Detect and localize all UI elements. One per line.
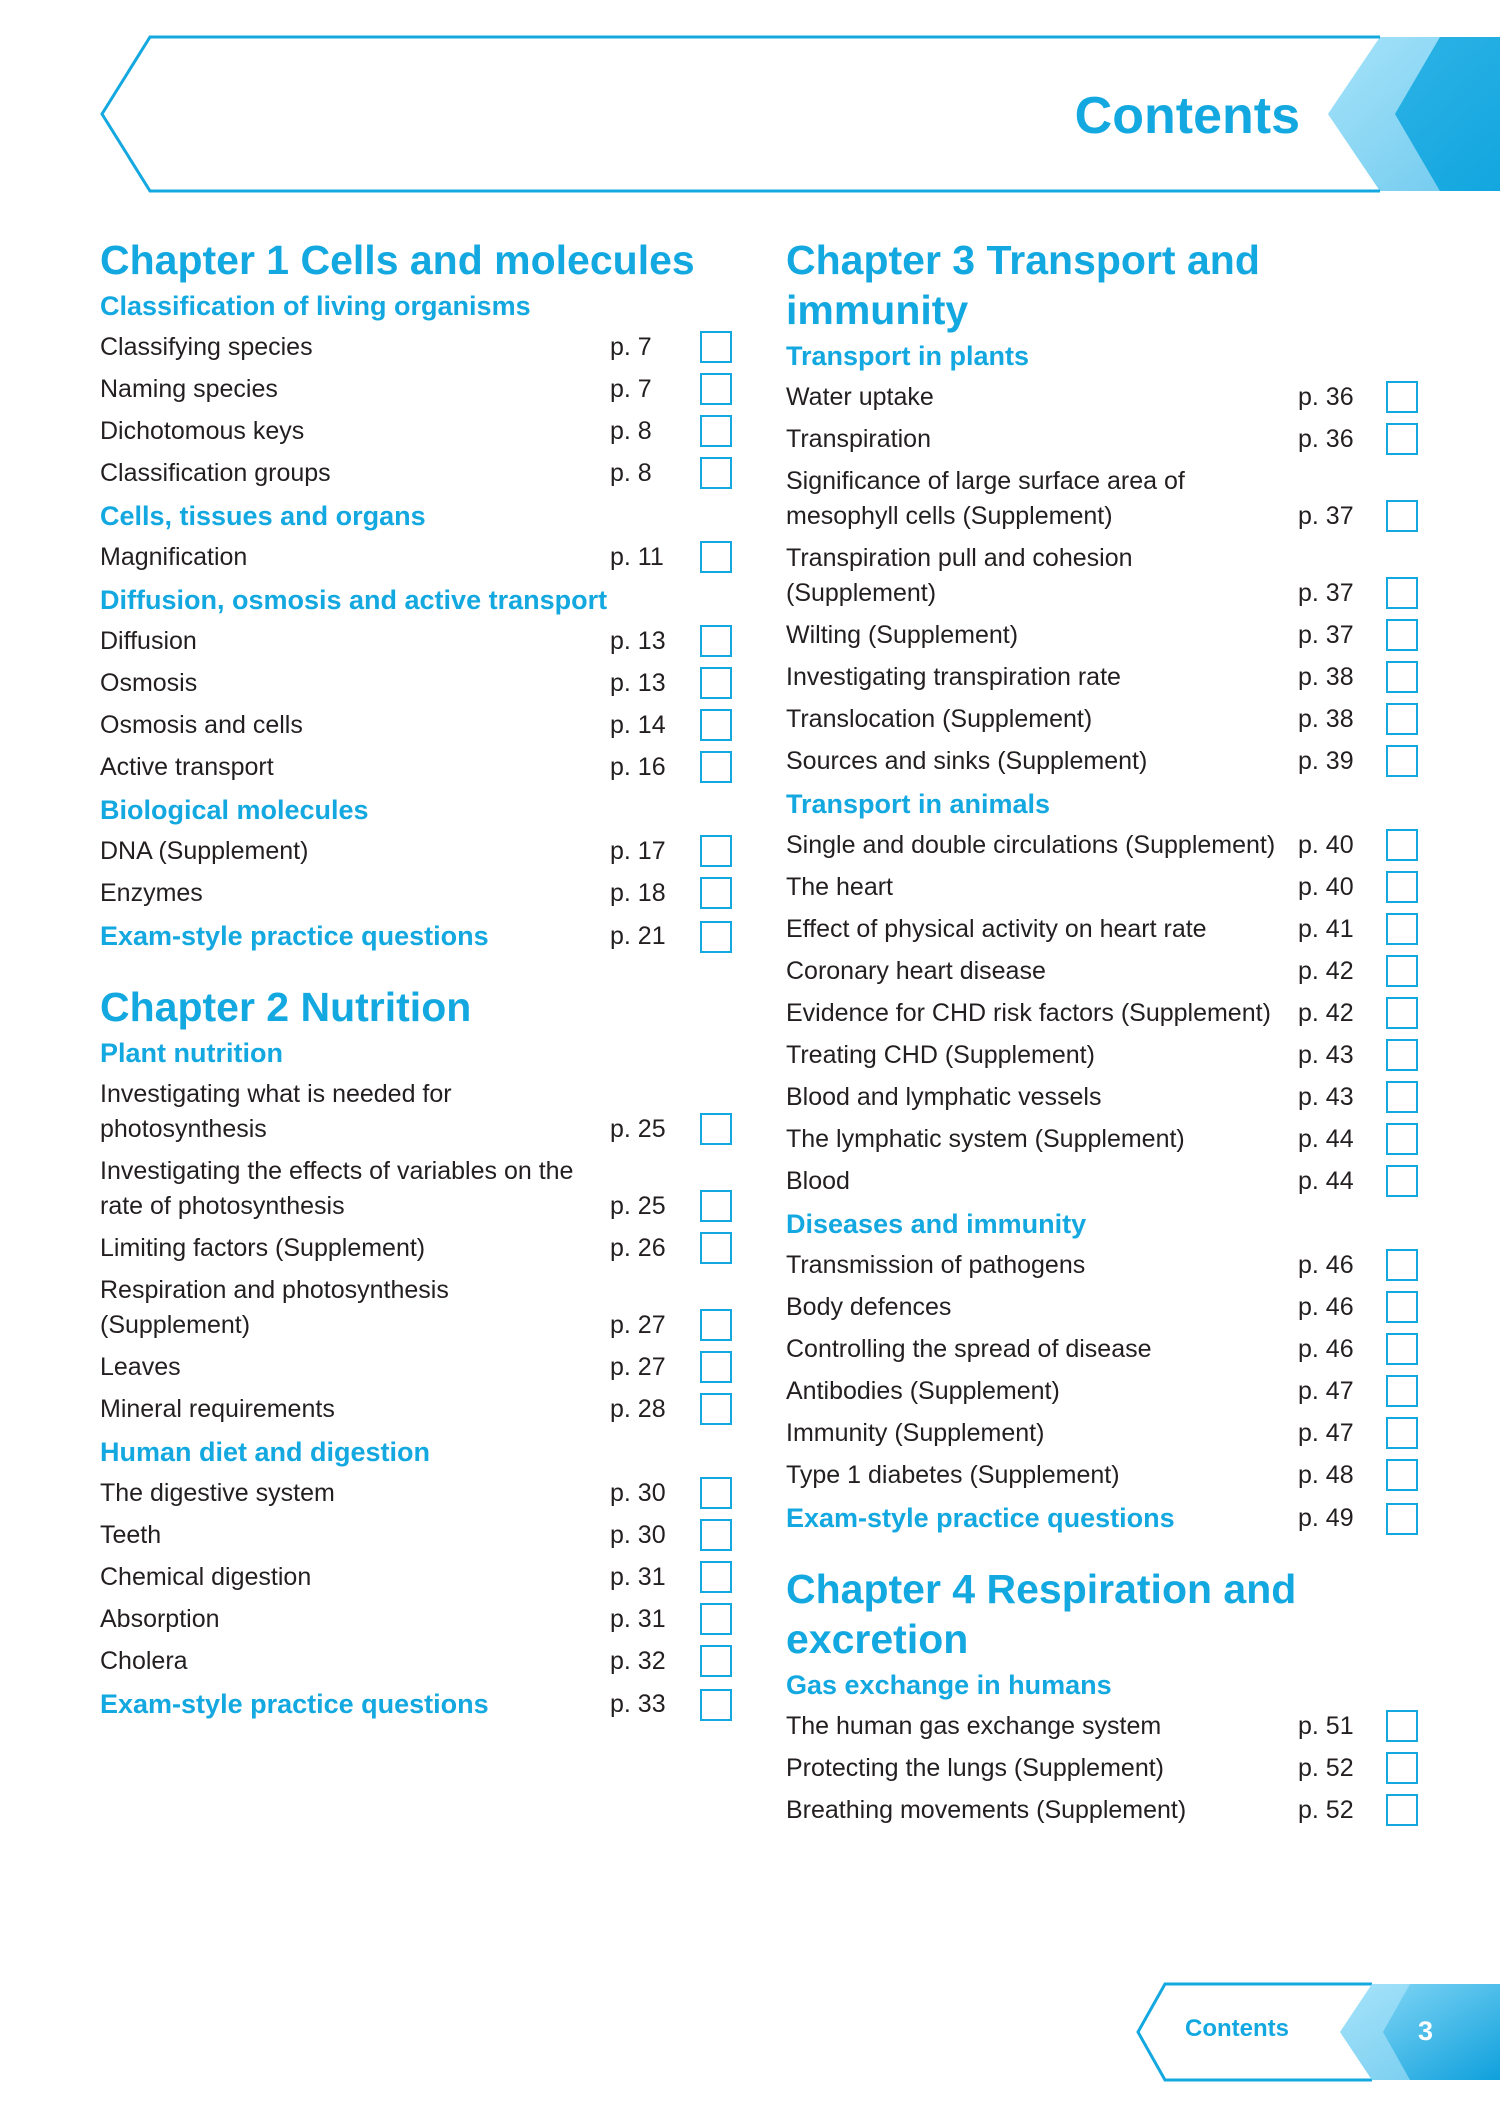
checkbox[interactable]	[1386, 871, 1418, 903]
exam-practice-row	[100, 1683, 740, 1725]
footer-tab	[0, 1970, 1500, 2121]
checkbox[interactable]	[1386, 1333, 1418, 1365]
contents-item	[100, 663, 740, 705]
page-number-ref: p. 18	[610, 879, 666, 907]
contents-item	[100, 453, 740, 495]
contents-item	[786, 1035, 1426, 1077]
contents-item	[786, 1161, 1426, 1203]
item-label: The heart	[786, 873, 894, 901]
page-header	[0, 0, 1500, 200]
page-number-ref: p. 13	[610, 669, 666, 697]
item-label: Blood and lymphatic vessels	[786, 1083, 1102, 1111]
item-label: Chemical digestion	[100, 1563, 312, 1591]
checkbox[interactable]	[1386, 829, 1418, 861]
section-title-label: Transport in animals	[786, 789, 1051, 819]
item-label: Effect of physical activity on heart rate	[786, 915, 1207, 943]
section-title-label: Transport in plants	[786, 341, 1030, 371]
section-heading	[100, 285, 740, 327]
page-number-ref: p. 43	[1298, 1083, 1354, 1111]
contents-column-left	[100, 235, 740, 1725]
item-label: Investigating what is needed for photosynthesis	[100, 1080, 452, 1143]
item-label: Wilting (Supplement)	[786, 621, 1019, 649]
item-label: Osmosis and cells	[100, 711, 303, 739]
page-number: 3	[1418, 2016, 1434, 2046]
section-heading	[100, 495, 740, 537]
item-label: Evidence for CHD risk factors (Supplement)	[786, 999, 1271, 1027]
item-label: Active transport	[100, 753, 274, 781]
checkbox[interactable]	[1386, 703, 1418, 735]
page-number-ref: p. 49	[1298, 1504, 1354, 1532]
checkbox[interactable]	[700, 625, 732, 657]
checkbox[interactable]	[1386, 500, 1418, 532]
page-number-ref: p. 38	[1298, 663, 1354, 691]
item-label: Treating CHD (Supplement)	[786, 1041, 1095, 1069]
contents-item	[786, 461, 1426, 538]
contents-item	[100, 1515, 740, 1557]
checkbox[interactable]	[1386, 1249, 1418, 1281]
chapter-title: Chapter 2 Nutrition	[100, 984, 472, 1030]
footer-label: Contents	[1185, 2015, 1289, 2042]
checkbox[interactable]	[1386, 619, 1418, 651]
item-label: DNA (Supplement)	[100, 837, 309, 865]
section-title-label: Exam-style practice questions	[100, 1689, 489, 1719]
item-label: Dichotomous keys	[100, 417, 305, 445]
checkbox[interactable]	[700, 1232, 732, 1264]
checkbox[interactable]	[700, 1519, 732, 1551]
section-heading	[786, 335, 1426, 377]
page-number-ref: p. 41	[1298, 915, 1354, 943]
page-number-ref: p. 36	[1298, 383, 1354, 411]
contents-item	[786, 1287, 1426, 1329]
contents-item	[786, 741, 1426, 783]
contents-item	[786, 657, 1426, 699]
section-title-label: Exam-style practice questions	[100, 921, 489, 951]
page-title: Contents	[1074, 87, 1300, 145]
contents-item	[786, 419, 1426, 461]
item-label: Classification groups	[100, 459, 331, 487]
page-number-ref: p. 43	[1298, 1041, 1354, 1069]
item-label: Sources and sinks (Supplement)	[786, 747, 1148, 775]
page-number-ref: p. 42	[1298, 999, 1354, 1027]
page-number-ref: p. 52	[1298, 1754, 1354, 1782]
section-heading	[100, 1032, 740, 1074]
checkbox[interactable]	[1386, 1752, 1418, 1784]
checkbox[interactable]	[1386, 1081, 1418, 1113]
checkbox[interactable]	[700, 1477, 732, 1509]
page-number-ref: p. 11	[610, 543, 664, 571]
contents-item	[100, 369, 740, 411]
contents-item	[100, 705, 740, 747]
page-number-ref: p. 39	[1298, 747, 1354, 775]
page-number-ref: p. 40	[1298, 873, 1354, 901]
checkbox[interactable]	[1386, 1417, 1418, 1449]
contents-item	[100, 411, 740, 453]
chapter-title: Chapter 1 Cells and molecules	[100, 237, 695, 283]
page-number-ref: p. 8	[610, 459, 652, 487]
item-label: Breathing movements (Supplement)	[786, 1796, 1187, 1824]
page-number-ref: p. 7	[610, 333, 652, 361]
page-number-ref: p. 27	[610, 1311, 666, 1339]
checkbox[interactable]	[1386, 913, 1418, 945]
page-number-ref: p. 13	[610, 627, 666, 655]
checkbox[interactable]	[700, 709, 732, 741]
contents-item	[786, 951, 1426, 993]
contents-item	[786, 699, 1426, 741]
section-title-label: Human diet and digestion	[100, 1437, 431, 1467]
contents-item	[100, 537, 740, 579]
page-number-ref: p. 37	[1298, 579, 1354, 607]
checkbox[interactable]	[1386, 1165, 1418, 1197]
contents-item	[100, 1599, 740, 1641]
item-label: Leaves	[100, 1353, 181, 1381]
item-label: Classifying species	[100, 333, 313, 361]
section-title-label: Classification of living organisms	[100, 291, 531, 321]
item-label: The lymphatic system (Supplement)	[786, 1125, 1185, 1153]
contents-item	[100, 1074, 740, 1151]
section-heading	[786, 1203, 1426, 1245]
page-number-ref: p. 31	[610, 1605, 666, 1633]
item-label: Magnification	[100, 543, 248, 571]
checkbox[interactable]	[1386, 1794, 1418, 1826]
section-heading	[786, 783, 1426, 825]
item-label: Respiration and photosynthesis (Supplement)	[100, 1276, 449, 1339]
item-label: Enzymes	[100, 879, 203, 907]
item-label: Investigating the effects of variables on the rate of photosynthesis	[100, 1157, 574, 1220]
checkbox[interactable]	[1386, 1503, 1418, 1535]
contents-item	[786, 1748, 1426, 1790]
checkbox[interactable]	[1386, 955, 1418, 987]
item-label: Transpiration pull and cohesion (Supplement)	[786, 544, 1133, 607]
checkbox[interactable]	[1386, 661, 1418, 693]
contents-item	[100, 831, 740, 873]
item-label: Mineral requirements	[100, 1395, 335, 1423]
page-number-ref: p. 14	[610, 711, 666, 739]
page-number-ref: p. 42	[1298, 957, 1354, 985]
checkbox[interactable]	[700, 877, 732, 909]
page-footer	[0, 1970, 1500, 2121]
item-label: Absorption	[100, 1605, 220, 1633]
section-heading	[100, 789, 740, 831]
item-label: Type 1 diabetes (Supplement)	[786, 1461, 1120, 1489]
contents-item	[100, 1557, 740, 1599]
page-number-ref: p. 52	[1298, 1796, 1354, 1824]
page-number-ref: p. 26	[610, 1234, 666, 1262]
contents-item	[100, 747, 740, 789]
page-number-ref: p. 30	[610, 1479, 666, 1507]
item-label: Coronary heart disease	[786, 957, 1046, 985]
page-number-ref: p. 37	[1298, 502, 1354, 530]
page-number-ref: p. 47	[1298, 1419, 1354, 1447]
spacer	[100, 957, 740, 982]
section-heading	[100, 1431, 740, 1473]
checkbox[interactable]	[1386, 1291, 1418, 1323]
checkbox[interactable]	[1386, 1123, 1418, 1155]
section-title-label: Exam-style practice questions	[786, 1503, 1175, 1533]
spacer	[786, 1539, 1426, 1564]
contents-item	[100, 1347, 740, 1389]
checkbox[interactable]	[1386, 1710, 1418, 1742]
exam-practice-row	[100, 915, 740, 957]
chapter-title: Chapter 3 Transport and immunity	[786, 237, 1260, 333]
checkbox[interactable]	[700, 751, 732, 783]
section-heading	[100, 579, 740, 621]
checkbox[interactable]	[700, 1603, 732, 1635]
item-label: Cholera	[100, 1647, 188, 1675]
section-title-label: Diseases and immunity	[786, 1209, 1087, 1239]
checkbox[interactable]	[700, 921, 732, 953]
contents-item	[786, 1790, 1426, 1832]
item-label: Osmosis	[100, 669, 198, 697]
checkbox[interactable]	[700, 373, 732, 405]
contents-item	[100, 1473, 740, 1515]
item-label: Protecting the lungs (Supplement)	[786, 1754, 1164, 1782]
page-number-ref: p. 46	[1298, 1251, 1354, 1279]
item-label: Translocation (Supplement)	[786, 705, 1093, 733]
item-label: Immunity (Supplement)	[786, 1419, 1045, 1447]
checkbox[interactable]	[700, 1393, 732, 1425]
checkbox[interactable]	[700, 1309, 732, 1341]
checkbox[interactable]	[700, 541, 732, 573]
page-number-ref: p. 31	[610, 1563, 666, 1591]
contents-item	[100, 873, 740, 915]
checkbox[interactable]	[700, 1689, 732, 1721]
item-label: Limiting factors (Supplement)	[100, 1234, 426, 1262]
item-label: Diffusion	[100, 627, 197, 655]
item-label: Blood	[786, 1167, 850, 1195]
contents-item	[786, 1706, 1426, 1748]
item-label: Antibodies (Supplement)	[786, 1377, 1060, 1405]
checkbox[interactable]	[1386, 1375, 1418, 1407]
contents-item	[100, 621, 740, 663]
page-number-ref: p. 48	[1298, 1461, 1354, 1489]
contents-item	[100, 1641, 740, 1683]
page-number-ref: p. 37	[1298, 621, 1354, 649]
section-title-label: Plant nutrition	[100, 1038, 283, 1068]
checkbox[interactable]	[700, 415, 732, 447]
checkbox[interactable]	[700, 1351, 732, 1383]
page-number-ref: p. 44	[1298, 1125, 1354, 1153]
contents-item	[786, 1455, 1426, 1497]
item-label: Naming species	[100, 375, 278, 403]
page-number-ref: p. 40	[1298, 831, 1354, 859]
checkbox[interactable]	[1386, 1039, 1418, 1071]
page-number-ref: p. 7	[610, 375, 652, 403]
page-number-ref: p. 8	[610, 417, 652, 445]
item-label: Investigating transpiration rate	[786, 663, 1121, 691]
page-number-ref: p. 51	[1298, 1712, 1354, 1740]
contents-item	[786, 538, 1426, 615]
item-label: Teeth	[100, 1521, 162, 1549]
contents-item	[100, 1228, 740, 1270]
checkbox[interactable]	[1386, 997, 1418, 1029]
page-number-ref: p. 46	[1298, 1293, 1354, 1321]
contents-item	[100, 1389, 740, 1431]
page-number-ref: p. 32	[610, 1647, 666, 1675]
section-title-label: Diffusion, osmosis and active transport	[100, 585, 608, 615]
checkbox[interactable]	[700, 457, 732, 489]
item-label: Body defences	[786, 1293, 952, 1321]
checkbox[interactable]	[700, 667, 732, 699]
page-number-ref: p. 36	[1298, 425, 1354, 453]
item-label: The human gas exchange system	[786, 1712, 1162, 1740]
item-label: Water uptake	[786, 383, 934, 411]
page-number-ref: p. 25	[610, 1115, 666, 1143]
item-label: Transpiration	[786, 425, 931, 453]
page-number-ref: p. 17	[610, 837, 666, 865]
contents-item	[786, 867, 1426, 909]
page-number-ref: p. 38	[1298, 705, 1354, 733]
contents-item	[786, 993, 1426, 1035]
section-title-label: Gas exchange in humans	[786, 1670, 1112, 1700]
contents-column-right	[786, 235, 1426, 1832]
checkbox[interactable]	[700, 1190, 732, 1222]
contents-item	[786, 1077, 1426, 1119]
contents-item	[786, 1371, 1426, 1413]
checkbox[interactable]	[1386, 381, 1418, 413]
item-label: Single and double circulations (Supplement)	[786, 831, 1276, 859]
contents-item	[100, 1151, 740, 1228]
page-number-ref: p. 25	[610, 1192, 666, 1220]
contents-item	[786, 1245, 1426, 1287]
page-number-ref: p. 33	[610, 1690, 666, 1718]
chapter-title: Chapter 4 Respiration and excretion	[786, 1566, 1297, 1662]
contents-item	[786, 1329, 1426, 1371]
page-number-ref: p. 47	[1298, 1377, 1354, 1405]
page-number-ref: p. 21	[610, 922, 666, 950]
item-label: Controlling the spread of disease	[786, 1335, 1152, 1363]
section-heading	[786, 1664, 1426, 1706]
item-label: Transmission of pathogens	[786, 1251, 1086, 1279]
item-label: Significance of large surface area of mesophyll cells (Supplement)	[786, 467, 1185, 530]
checkbox[interactable]	[700, 1561, 732, 1593]
page-number-ref: p. 30	[610, 1521, 666, 1549]
page-number-ref: p. 16	[610, 753, 666, 781]
contents-item	[786, 1413, 1426, 1455]
page-number-ref: p. 46	[1298, 1335, 1354, 1363]
page-number-ref: p. 27	[610, 1353, 666, 1381]
contents-item	[100, 327, 740, 369]
page-number-ref: p. 44	[1298, 1167, 1354, 1195]
contents-item	[786, 825, 1426, 867]
section-title-label: Cells, tissues and organs	[100, 501, 426, 531]
section-title-label: Biological molecules	[100, 795, 369, 825]
checkbox[interactable]	[1386, 745, 1418, 777]
contents-item	[786, 377, 1426, 419]
contents-item	[786, 909, 1426, 951]
checkbox[interactable]	[700, 835, 732, 867]
checkbox[interactable]	[700, 1645, 732, 1677]
contents-item	[786, 1119, 1426, 1161]
checkbox[interactable]	[1386, 423, 1418, 455]
contents-item	[786, 615, 1426, 657]
contents-item	[100, 1270, 740, 1347]
checkbox[interactable]	[700, 331, 732, 363]
item-label: The digestive system	[100, 1479, 335, 1507]
checkbox[interactable]	[700, 1113, 732, 1145]
exam-practice-row	[786, 1497, 1426, 1539]
page-number-ref: p. 28	[610, 1395, 666, 1423]
checkbox[interactable]	[1386, 1459, 1418, 1491]
checkbox[interactable]	[1386, 577, 1418, 609]
